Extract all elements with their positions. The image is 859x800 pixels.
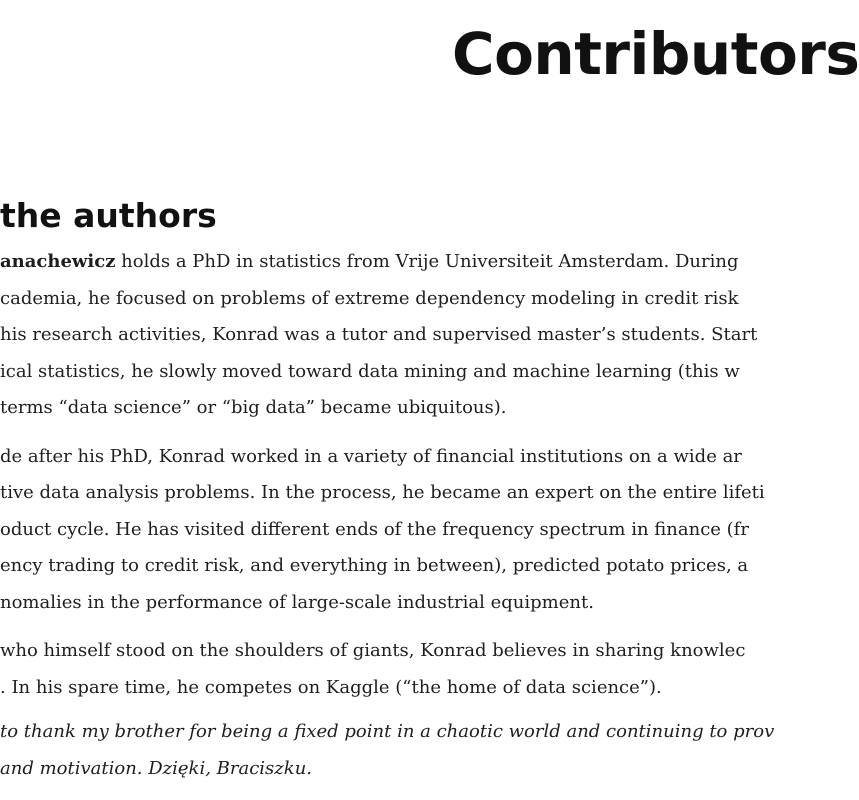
body-text (0, 244, 800, 787)
paragraph-acknowledgement (0, 714, 800, 787)
paragraph-author-bio (0, 244, 800, 427)
text-line: . In his spare time, he competes on Kaggle (“the home of data science”). (0, 676, 662, 698)
paragraph-gap (0, 427, 800, 439)
text-line: ency trading to credit risk, and everything in between), predicted potato prices, a (0, 555, 749, 576)
section-heading: the authors (0, 196, 217, 235)
page-title: Contributors (452, 20, 859, 88)
text-line: tive data analysis problems. In the process, he became an expert on the entire lifeti (0, 482, 765, 503)
author-name: anachewicz (0, 251, 116, 272)
text-segment: holds a PhD in statistics from Vrije Universiteit Amsterdam. During (115, 251, 739, 272)
text-line: oduct cycle. He has visited different ends of the frequency spectrum in finance (fr (0, 518, 749, 540)
text-line: and motivation. Dzięki, Braciszku. (0, 757, 313, 779)
paragraph-gap (0, 621, 800, 633)
text-line: his research activities, Konrad was a tutor and supervised master’s students. Start (0, 324, 758, 345)
text-line: nomalies in the performance of large-scale industrial equipment. (0, 591, 594, 613)
text-line: cademia, he focused on problems of extreme dependency modeling in credit risk (0, 287, 739, 309)
paragraph-knowledge (0, 633, 800, 706)
paragraph-career (0, 439, 800, 622)
text-line: de after his PhD, Konrad worked in a variety of financial institutions on a wide ar (0, 445, 742, 467)
paragraph-gap (0, 706, 800, 714)
text-line (0, 244, 800, 281)
text-line: who himself stood on the shoulders of giants, Konrad believes in sharing knowlec (0, 640, 746, 661)
text-line: terms “data science” or “big data” became ubiquitous). (0, 397, 507, 418)
text-line: to thank my brother for being a fixed point in a chaotic world and continuing to prov (0, 721, 775, 742)
text-line: ical statistics, he slowly moved toward data mining and machine learning (this w (0, 360, 740, 382)
